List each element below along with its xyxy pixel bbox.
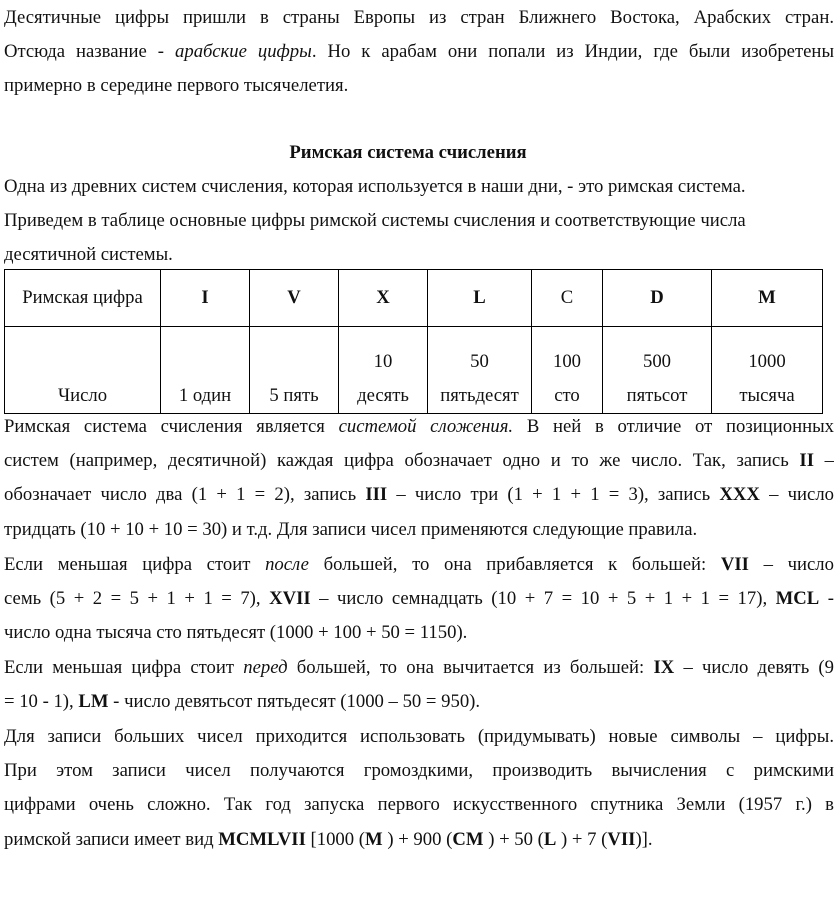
after-term: после — [265, 554, 309, 575]
paragraph-after-rule — [4, 548, 834, 651]
table-row-label: Число — [57, 385, 108, 406]
number-value: 1000 — [748, 351, 786, 372]
para-text: обозначает число два (1 + 1 = 2), запись — [4, 484, 366, 506]
number-value: 500 — [642, 351, 672, 372]
para-text: - — [819, 588, 834, 610]
para1-line-2: Приведем в таблице основные цифры римской системы счисления и соответствующие числа — [4, 210, 746, 232]
para1-line-3: десятичной системы. — [4, 244, 173, 266]
paragraph-before-rule — [4, 651, 834, 719]
para-text: - число девятьсот пятьдесят (1000 – 50 = 950). — [108, 691, 481, 713]
roman-example: MCL — [775, 588, 820, 610]
para-text: ) + 50 ( — [483, 828, 544, 850]
number-word: сто — [554, 385, 580, 406]
para2-line-3 — [4, 478, 834, 512]
para-text: [1000 ( — [305, 828, 366, 850]
roman-example: CM — [452, 828, 484, 850]
roman-digit: I — [201, 287, 209, 308]
para-text: Римская система счисления является — [4, 416, 339, 437]
addition-system-term: системой сложения. — [338, 416, 514, 437]
section-heading: Римская система счисления — [289, 142, 527, 163]
para-text: ) + 900 ( — [382, 828, 453, 850]
table-row-roman — [5, 270, 823, 327]
para4-line-2 — [4, 685, 834, 719]
para2-line-1 — [4, 410, 834, 444]
intro-line-1: Десятичные цифры пришли в страны Европы из стран Ближнего Востока, Арабских стран. — [4, 7, 834, 28]
intro-text: . Но к арабам они попали из Индии, где были изобретены — [311, 41, 834, 63]
roman-example: LM — [78, 691, 109, 713]
para4-line-1 — [4, 651, 834, 685]
roman-digit: L — [473, 287, 486, 308]
roman-example: XXX — [719, 484, 760, 506]
para-text: Если меньшая цифра стоит — [4, 554, 266, 575]
para3-line-3: число одна тысяча сто пятьдесят (1000 + 100 + 50 = 1150). — [4, 622, 468, 644]
para-text: – число семнадцать (10 + 7 = 10 + 5 + 1 + 1 = 17), — [310, 588, 776, 610]
roman-digits-table — [4, 269, 823, 414]
number-value: 100 — [552, 351, 582, 372]
para-text: римской записи имеет вид — [4, 828, 219, 850]
para-text: большей, то она вычитается из большей: — [287, 657, 654, 678]
roman-digit: X — [376, 287, 390, 308]
para1-line-1: Одна из древних систем счисления, которая используется в наши дни, - это римская система. — [4, 176, 746, 197]
number-value: 50 — [470, 351, 489, 372]
para-text: большей, то она прибавляется к большей: — [308, 554, 721, 575]
roman-digit: D — [650, 287, 664, 308]
roman-digit: C — [560, 287, 574, 308]
number-word: тысяча — [739, 385, 795, 406]
arabic-digits-term: арабские цифры — [175, 41, 312, 63]
roman-example: VII — [720, 554, 749, 575]
table-row-number — [5, 327, 823, 414]
paragraph-addition-system — [4, 410, 834, 547]
para-text: )]. — [635, 828, 653, 850]
para-text: ) + 7 ( — [556, 828, 608, 850]
para-text: семь (5 + 2 = 5 + 1 + 1 = 7), — [4, 588, 270, 610]
para5-line-2: При этом записи чисел получаются громоздкими, производить вычисления с римскими — [4, 760, 834, 782]
para3-line-2 — [4, 582, 834, 616]
roman-digit: V — [287, 287, 301, 308]
para-text: систем (например, десятичной) каждая цифра обозначает одно и то же число. Так, запись — [4, 450, 800, 472]
para-text: – число девять (9 — [674, 657, 834, 678]
intro-line-2 — [4, 35, 834, 69]
roman-example: IX — [653, 657, 675, 678]
number-word: десять — [357, 385, 409, 406]
before-term: перед — [243, 657, 288, 678]
table-header-label: Римская цифра — [5, 270, 161, 327]
para-text: Если меньшая цифра стоит — [4, 657, 244, 678]
roman-example: L — [543, 828, 557, 850]
para-text: – число — [759, 484, 834, 506]
para-text: – число — [748, 554, 834, 575]
number-word: пятьсот — [626, 385, 688, 406]
para5-line-1: Для записи больших чисел приходится использовать (придумывать) новые символы – цифры. — [4, 726, 834, 747]
intro-text: Отсюда название - — [4, 41, 176, 63]
number-word: 1 один — [178, 385, 232, 406]
para5-line-3: цифрами очень сложно. Так год запуска первого искусственного спутника Земли (1957 г.) в — [4, 794, 834, 816]
roman-example: XVII — [269, 588, 311, 610]
roman-example: II — [799, 450, 814, 472]
roman-digit: M — [758, 287, 776, 308]
para-text: = 10 - 1), — [4, 691, 79, 713]
para-text: В ней в отличие от позиционных — [513, 416, 834, 437]
para2-line-4: тридцать (10 + 10 + 10 = 30) и т.д. Для записи чисел применяются следующие правила. — [4, 518, 698, 540]
number-word: 5 пять — [269, 385, 319, 406]
roman-example: M — [365, 828, 383, 850]
para2-line-2 — [4, 444, 834, 478]
roman-example: III — [365, 484, 388, 506]
number-value: 10 — [373, 351, 393, 372]
para-text: – число три (1 + 1 + 1 = 3), запись — [387, 484, 720, 506]
intro-line-3: примерно в середине первого тысячелетия. — [4, 75, 349, 97]
paragraph-large-numbers — [4, 720, 834, 857]
para3-line-1 — [4, 548, 834, 582]
para-text: – — [813, 450, 834, 472]
roman-example: VII — [607, 828, 636, 850]
para5-line-4 — [4, 823, 834, 857]
intro-paragraph — [4, 1, 834, 104]
paragraph-intro-roman — [4, 170, 834, 273]
roman-example: MCMLVII — [218, 828, 306, 850]
number-word: пятьдесят — [440, 385, 519, 406]
